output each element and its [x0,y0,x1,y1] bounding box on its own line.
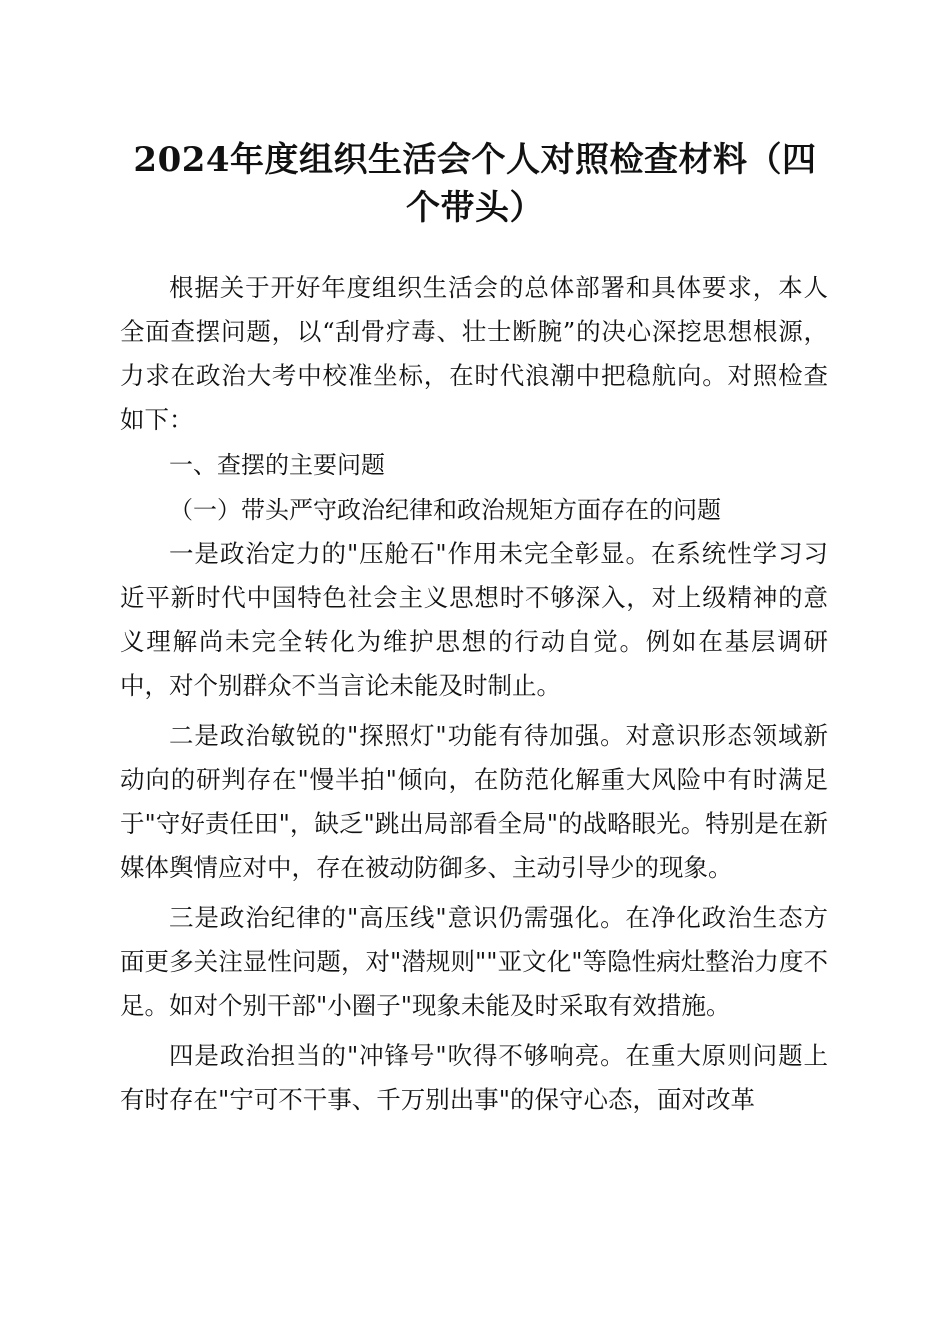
body-paragraph-4: 四是政治担当的"冲锋号"吹得不够响亮。在重大原则问题上有时存在"宁可不干事、千万别出事"的保守心态，面对改革 [120,1041,828,1114]
body-paragraph-3: 三是政治纪律的"高压线"意识仍需强化。在净化政治生态方面更多关注显性问题，对"潜规则""亚文化"等隐性病灶整治力度不足。如对个别干部"小圈子"现象未能及时采取有效措施。 [120,903,828,1020]
document-title: 2024年度组织生活会个人对照检查材料（四个带头） [133,140,817,228]
section-heading: 一、查摆的主要问题 [169,451,385,479]
intro-paragraph: 根据关于开好年度组织生活会的总体部署和具体要求，本人全面查摆问题，以“刮骨疗毒、壮士断腕”的决心深挖思想根源，力求在政治大考中校准坐标，在时代浪潮中把稳航向。对照检查如下： [120,273,828,434]
document-body [120,266,828,1122]
body-paragraph-2: 二是政治敏锐的"探照灯"功能有待加强。对意识形态领域新动向的研判存在"慢半拍"倾向，在防范化解重大风险中有时满足于"守好责任田"，缺乏"跳出局部看全局"的战略眼光。特别是在新媒体舆情应对中，存在被动防御多、主动引导少的现象。 [120,721,828,882]
body-paragraph-1: 一是政治定力的"压舱石"作用未完全彰显。在系统性学习习近平新时代中国特色社会主义思想时不够深入，对上级精神的意义理解尚未完全转化为维护思想的行动自觉。例如在基层调研中，对个别群众不当言论未能及时制止。 [120,539,828,700]
subsection-heading: （一）带头严守政治纪律和政治规矩方面存在的问题 [169,496,721,524]
